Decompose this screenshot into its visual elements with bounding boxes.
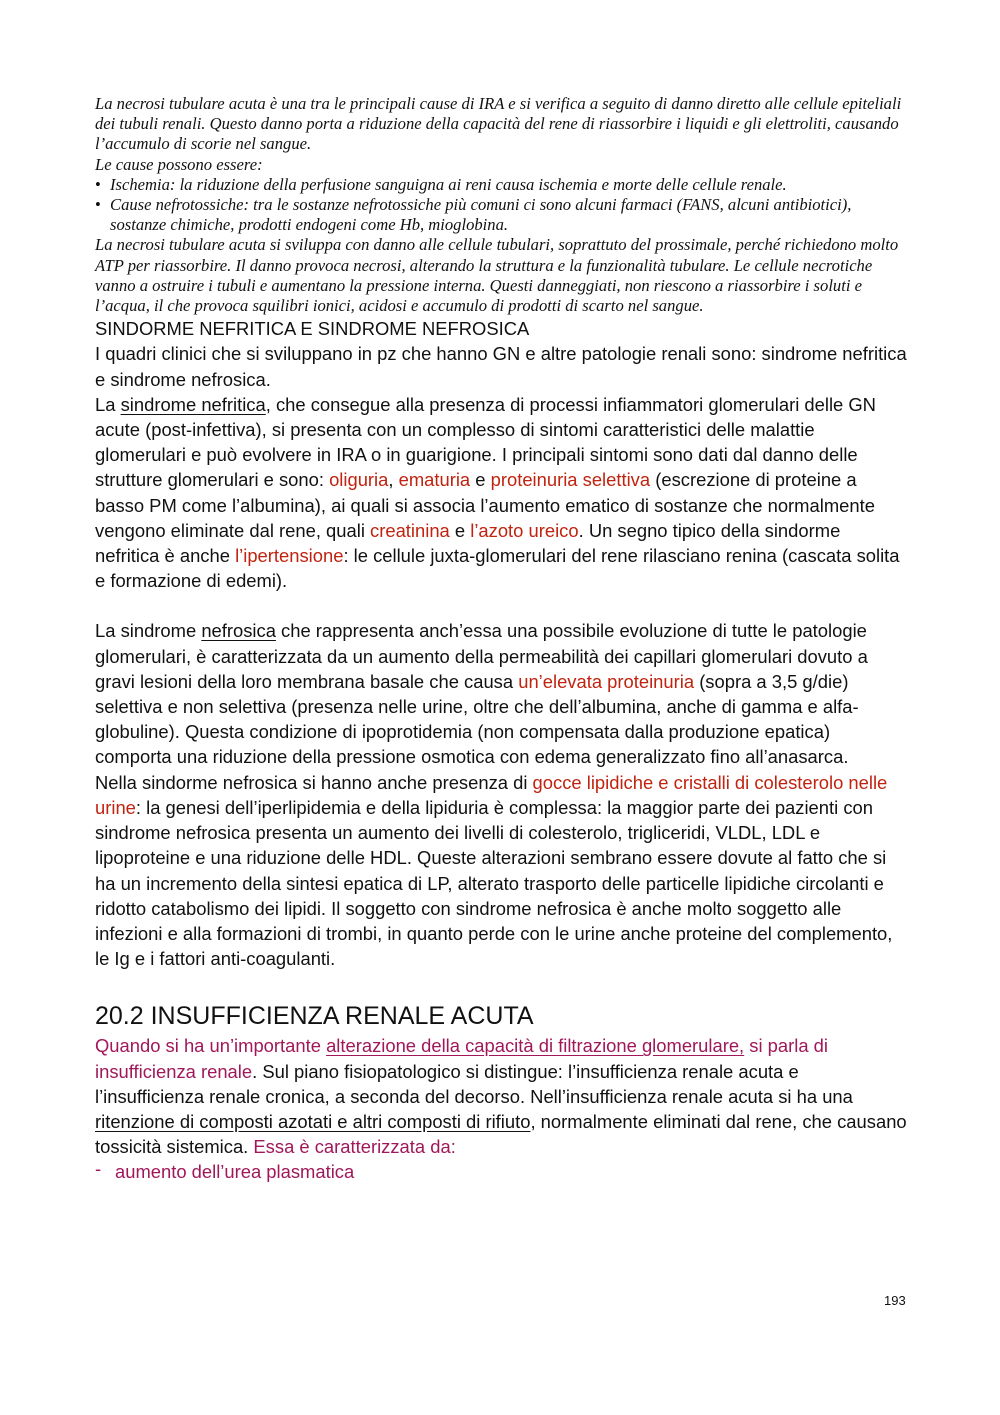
- underlined-term: alterazione della capacità di filtrazione glomerulare,: [326, 1035, 745, 1057]
- paragraph: Le cause possono essere:: [95, 154, 263, 174]
- paragraph: La sindrome nefritica, che consegue alla presenza di processi infiammatori glomerulari delle GN acute (post-infettiva), si presenta con un complesso di sintomi caratteristici delle malattie glomerulari e può evolvere in IRA o in guarigione. I principali sintomi sono dati dal danno delle strutture glomerulari e sono: oliguria, ematuria e proteinuria selettiva (escrezione di proteine a basso PM come l’albumina), ai quali si associa l’aumento ematico di sostanze che normalmente vengono eliminate dal rene, quali creatinina e l’azoto ureico. Un segno tipico della sindorme nefritica è anche l’ipertensione: le cellule juxta-glomerulari del rene rilasciano renina (cascata solita e formazione di edemi).: [95, 393, 900, 592]
- paragraph: La sindrome nefrosica che rappresenta anch’essa una possibile evoluzione di tutte le patologie glomerulari, è caratterizzata da un aumento della permeabilità dei capillari glomerulari dovuto a gravi lesioni della loro membrana basale che causa un’elevata proteinuria (sopra a 3,5 g/die) selettiva e non selettiva (presenza nelle urine, oltre che dell’albumina, anche di gamma e alfa-globuline). Questa condizione di ipoprotidemia (non compensata dalla produzione epatica) comporta una riduzione della pressione osmotica con edema generalizzato fino all’anasarca.: [95, 620, 868, 768]
- highlighted-term: proteinuria selettiva: [490, 469, 651, 491]
- highlighted-term: l’azoto ureico: [470, 519, 579, 541]
- list-item-text: aumento dell’urea plasmatica: [115, 1161, 355, 1183]
- sindrome-section: [95, 316, 907, 971]
- dash-icon: -: [95, 1158, 102, 1180]
- highlighted-term: creatinina: [370, 519, 450, 541]
- section-heading: SINDORME NEFRITICA E SINDROME NEFROSICA: [95, 318, 530, 340]
- highlighted-term: l’ipertensione: [235, 545, 344, 567]
- bullet-icon: •: [95, 195, 101, 215]
- document-page: [95, 94, 907, 1185]
- highlighted-term: un’elevata proteinuria: [518, 670, 695, 692]
- paragraph: Quando si ha un’importante alterazione della capacità di filtrazione glomerulare, si parla di insufficienza renale. Sul piano fisiopatologico si distingue: l’insufficienza renale acuta e l’insufficienza renale cronica, a seconda del decorso. Nell’insufficienza renale acuta si ha una ritenzione di composti azotati e altri composti di rifiuto, normalmente eliminati dal rene, che causano tossicità sistemica. Essa è caratterizzata da:: [95, 1035, 907, 1158]
- necrosi-tubulare-section: [95, 94, 907, 316]
- page-number: 193: [884, 1293, 906, 1308]
- highlighted-term: gocce lipidiche e cristalli di colesterolo nelle urine: [95, 771, 888, 818]
- paragraph: La necrosi tubulare acuta si sviluppa con danno alle cellule tubulari, soprattuto del prossimale, perché richiedono molto ATP per riassorbire. Il danno provoca necrosi, alterando la struttura e la funzionalità tubulare. Le cellule necrotiche vanno a ostruire i tubuli e aumentano la pressione interna. Questi danneggiati, non riescono a riassorbire i soluti e l’acqua, il che provoca squilibri ionici, acidosi e accumulo di prodotti di scarto nel sangue.: [95, 235, 899, 316]
- list-item: [95, 195, 907, 235]
- bullet-icon: •: [95, 174, 101, 194]
- list-item-text: Cause nefrotossiche: tra le sostanze nefrotossiche più comuni ci sono alcuni farmaci (FANS, alcuni antibiotici), sostanze chimiche, prodotti endogeni come Hb, mioglobina.: [110, 195, 852, 235]
- highlighted-term: ematuria: [398, 469, 471, 491]
- list-item: [95, 175, 907, 195]
- list-item-text: Ischemia: la riduzione della perfusione sanguigna ai reni causa ischemia e morte delle cellule renale.: [110, 174, 787, 194]
- underlined-term: sindrome nefritica: [120, 393, 266, 415]
- paragraph: Nella sindorme nefrosica si hanno anche presenza di gocce lipidiche e cristalli di colesterolo nelle urine: la genesi dell’iperlipidemia e della lipiduria è complessa: la maggior parte dei pazienti con sindrome nefrosica presenta un aumento dei livelli di colesterolo, trigliceridi, VLDL, LDL e lipoproteine e una riduzione delle HDL. Queste alterazioni sembrano essere dovute al fatto che si ha un incremento della sintesi epatica di LP, alterato trasporto delle particelle lipidiche circolanti e ridotto catabolismo dei lipidi. Il soggetto con sindrome nefrosica è anche molto soggetto alle infezioni e alla formazioni di trombi, in quanto perde con le urine anche proteine del complemento, le Ig e i fattori anti-coagulanti.: [95, 771, 893, 970]
- paragraph: La necrosi tubulare acuta è una tra le principali cause di IRA e si verifica a seguito di danno diretto alle cellule epiteliali dei tubuli renali. Questo danno porta a riduzione della capacità del rene di riassorbire i liquidi e gli elettroliti, causando l’accumulo di scorie nel sangue.: [95, 94, 902, 154]
- list-item: [95, 1159, 907, 1184]
- underlined-term: nefrosica: [201, 620, 276, 642]
- paragraph: I quadri clinici che si sviluppano in pz che hanno GN e altre patologie renali sono: sindrome nefritica e sindrome nefrosica.: [95, 343, 907, 390]
- section-title: 20.2 INSUFFICIENZA RENALE ACUTA: [95, 1002, 534, 1031]
- highlighted-term: oliguria: [329, 469, 389, 491]
- underlined-term: ritenzione di composti azotati e altri composti di rifiuto: [95, 1110, 531, 1132]
- bullet-list: [95, 175, 907, 236]
- spacer: [95, 593, 907, 618]
- highlighted-term: Essa è caratterizzata da:: [253, 1136, 456, 1158]
- insufficienza-section: [95, 1001, 907, 1184]
